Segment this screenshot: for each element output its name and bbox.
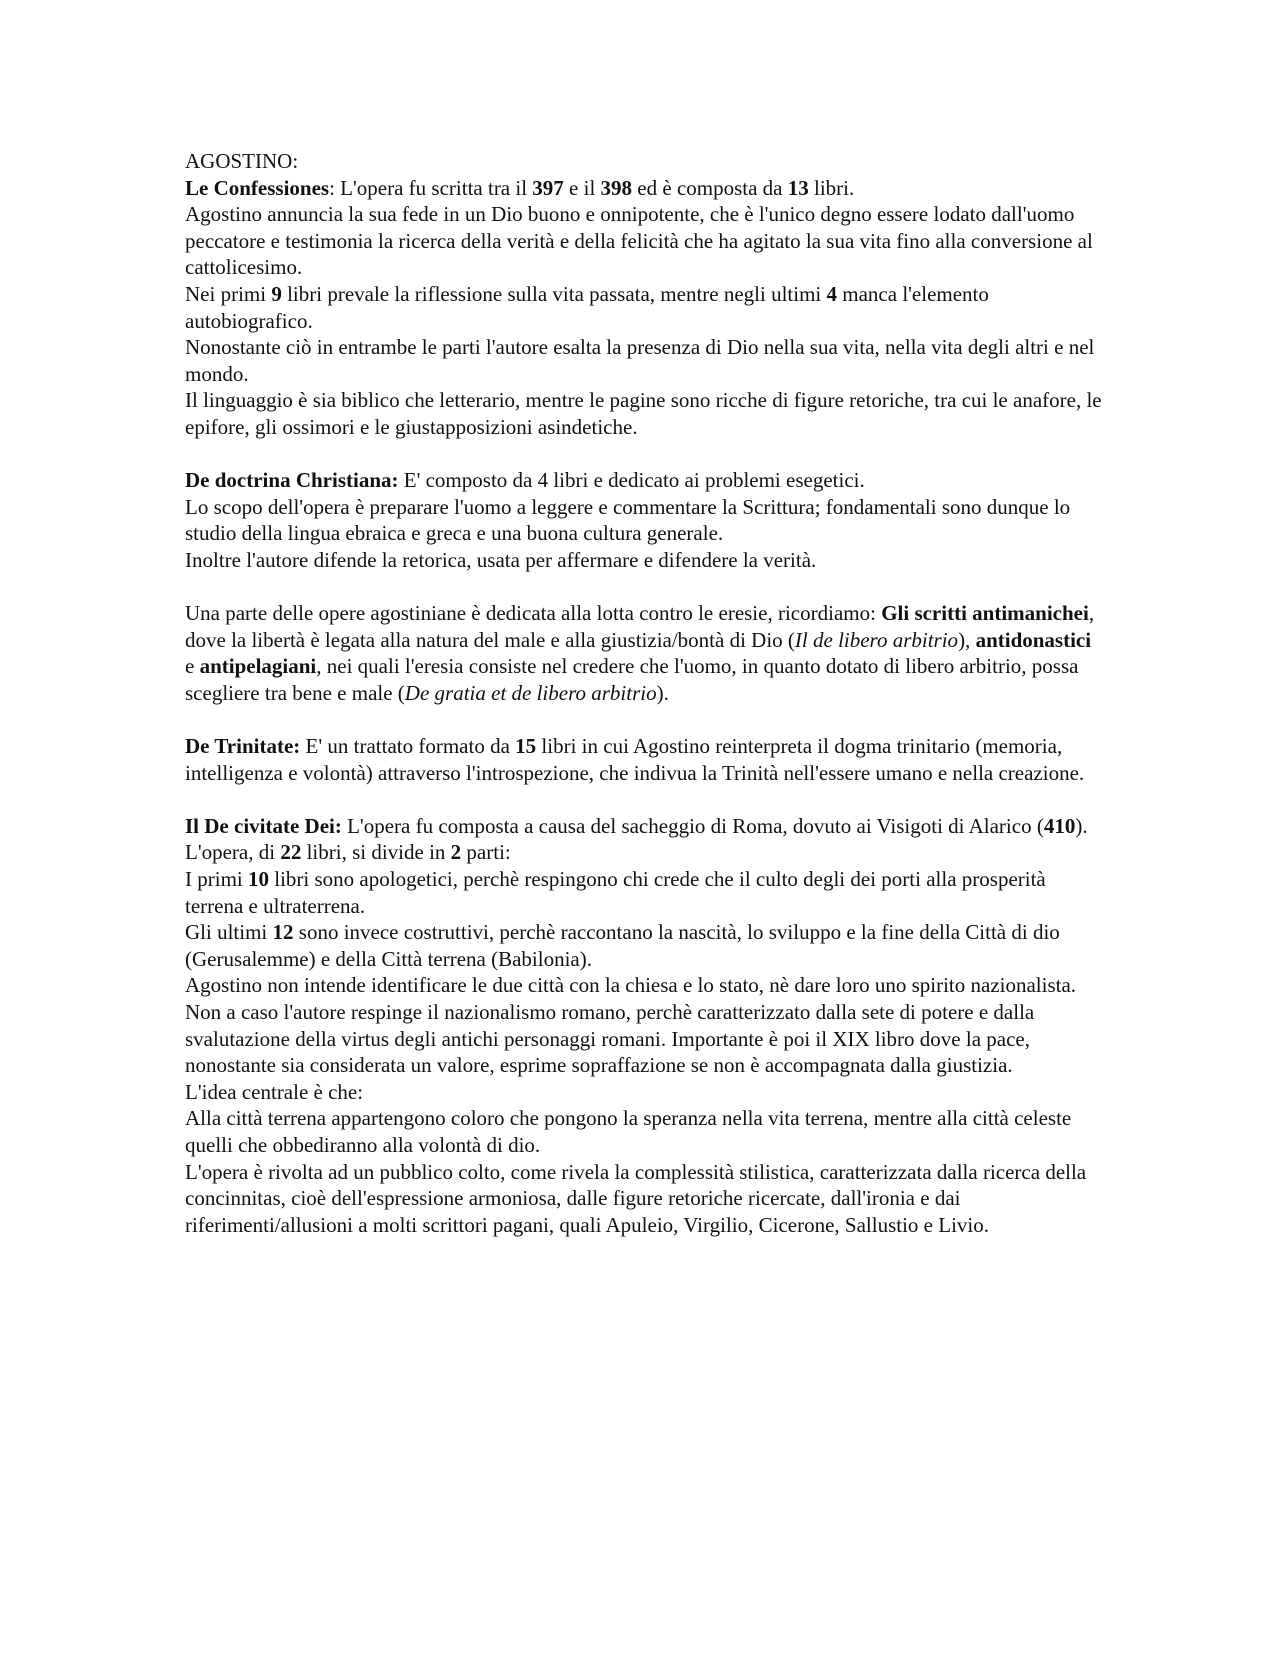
confessiones-heading: Le Confessiones — [185, 175, 330, 200]
trinitate-heading: De Trinitate: — [185, 734, 301, 759]
doctrina-paragraph: Lo scopo dell'opera è preparare l'uomo a leggere e commentare la Scrittura; fondamentali sono dunque lo studio della lingua ebraica e greca e una buona cultura generale. — [185, 494, 1071, 546]
civitate-book-count: 22 — [280, 840, 302, 865]
eresie-de-gratia: De gratia et de libero arbitrio — [404, 680, 657, 705]
confessiones-book-count: 13 — [787, 175, 809, 200]
civitate-paragraph: Gli ultimi 12 sono invece costruttivi, perchè raccontano la nascità, lo sviluppo e la fine della Città di dio (Gerusalemme) e della Città terrena (Babilonia). — [185, 920, 1060, 971]
civitate-last-books: 12 — [272, 920, 294, 945]
confessiones-first-books: 9 — [271, 281, 282, 306]
confessiones-paragraph: Nonostante ciò in entrambe le parti l'autore esalta la presenza di Dio nella sua vita, nella vita degli altri e nel mondo. — [185, 335, 1095, 386]
civitate-paragraph: L'opera è rivolta ad un pubblico colto, come rivela la complessità stilistica, caratterizzata dalla ricerca della concinnitas, cioè dell'espressione armoniosa, dalle figure retoriche ricercate, dall'ironia e dai riferimenti/allusioni a molti scrittori pagani, quali Apuleio, Virgilio, Cicerone, Sallustio e Livio. — [185, 1159, 1087, 1237]
confessiones-last-books: 4 — [826, 281, 838, 306]
civitate-intro: Il De civitate Dei: L'opera fu composta a causa del sacheggio di Roma, dovuto ai Visigoti di Alarico (410). — [185, 813, 1088, 838]
document-title: AGOSTINO: — [185, 149, 299, 173]
confessiones-year-end: 398 — [600, 175, 633, 200]
eresie-antimanichei: Gli scritti antimanichei — [881, 601, 1089, 626]
civitate-paragraph: Alla città terrena appartengono coloro che pongono la speranza nella vita terrena, mentre alla città celeste quelli che obbediranno alla volontà di dio. — [185, 1106, 1072, 1157]
eresie-paragraph: Una parte delle opere agostiniane è dedicata alla lotta contro le eresie, ricordiamo: Gli scritti antimanichei, dove la libertà è legata alla natura del male e alla giustizia/bontà di Dio (Il de libero arbitrio), antidonastici e antipelagiani, nei quali l'eresia consiste nel credere che l'uomo, in quanto dotato di libero arbitrio, possa scegliere tra bene e male (De gratia et de libero arbitrio). — [185, 601, 1095, 705]
paragraph-gap — [185, 786, 1105, 813]
civitate-heading: Il De civitate Dei: — [185, 813, 342, 838]
trinitate-book-count: 15 — [515, 734, 537, 759]
confessiones-year-start: 397 — [532, 175, 564, 200]
confessiones-paragraph: Agostino annuncia la sua fede in un Dio buono e onnipotente, che è l'unico degno essere lodato dall'uomo peccatore e testimonia la ricerca della verità e della felicità che ha agitato la sua vita fino alla conversione al cattolicesimo. — [185, 202, 1093, 280]
civitate-paragraph: L'opera, di 22 libri, si divide in 2 parti: — [185, 840, 511, 865]
civitate-parts: 2 — [450, 840, 462, 865]
eresie-libero-arbitrio: Il de libero arbitrio — [794, 627, 959, 652]
document-page — [185, 148, 1105, 1238]
eresie-antidonastici: antidonastici — [975, 627, 1092, 652]
doctrina-paragraph: Inoltre l'autore difende la retorica, usata per affermare e difendere la verità. — [185, 547, 817, 572]
civitate-year: 410 — [1043, 813, 1076, 838]
civitate-paragraph: Agostino non intende identificare le due città con la chiesa e lo stato, nè dare loro uno spirito nazionalista. Non a caso l'autore respinge il nazionalismo romano, perchè caratterizzato dalla sete di potere e dalla svalutazione della virtus degli antichi personaggi romani. Importante è poi il XIX libro dove la pace, nonostante sia considerata un valore, esprime sopraffazione se non è accompagnata dalla giustizia. — [185, 973, 1077, 1078]
confessiones-paragraph: Nei primi 9 libri prevale la riflessione sulla vita passata, mentre negli ultimi 4 manca l'elemento autobiografico. — [185, 281, 989, 333]
paragraph-gap — [185, 441, 1105, 468]
eresie-antipelagiani: antipelagiani — [199, 654, 317, 679]
civitate-first-books: 10 — [248, 867, 269, 892]
trinitate-paragraph: De Trinitate: E' un trattato formato da 15 libri in cui Agostino reinterpreta il dogma trinitario (memoria, intelligenza e volontà) attraverso l'introspezione, che indivua la Trinità nell'essere umano e nella creazione. — [185, 734, 1085, 785]
paragraph-gap — [185, 706, 1105, 733]
doctrina-heading: De doctrina Christiana: — [185, 468, 399, 493]
civitate-paragraph: I primi 10 libri sono apologetici, perchè respingono chi crede che il culto degli dei porti alla prosperità terrena e ultraterrena. — [185, 867, 1046, 918]
confessiones-paragraph: Il linguaggio è sia biblico che letterario, mentre le pagine sono ricche di figure retoriche, tra cui le anafore, le epifore, gli ossimori e le giustapposizioni asindetiche. — [185, 388, 1102, 439]
confessiones-intro: Le Confessiones: L'opera fu scritta tra il 397 e il 398 ed è composta da 13 libri. — [185, 175, 855, 200]
paragraph-gap — [185, 574, 1105, 601]
civitate-paragraph: L'idea centrale è che: — [185, 1079, 364, 1104]
doctrina-intro: De doctrina Christiana: E' composto da 4 libri e dedicato ai problemi esegetici. — [185, 468, 865, 493]
